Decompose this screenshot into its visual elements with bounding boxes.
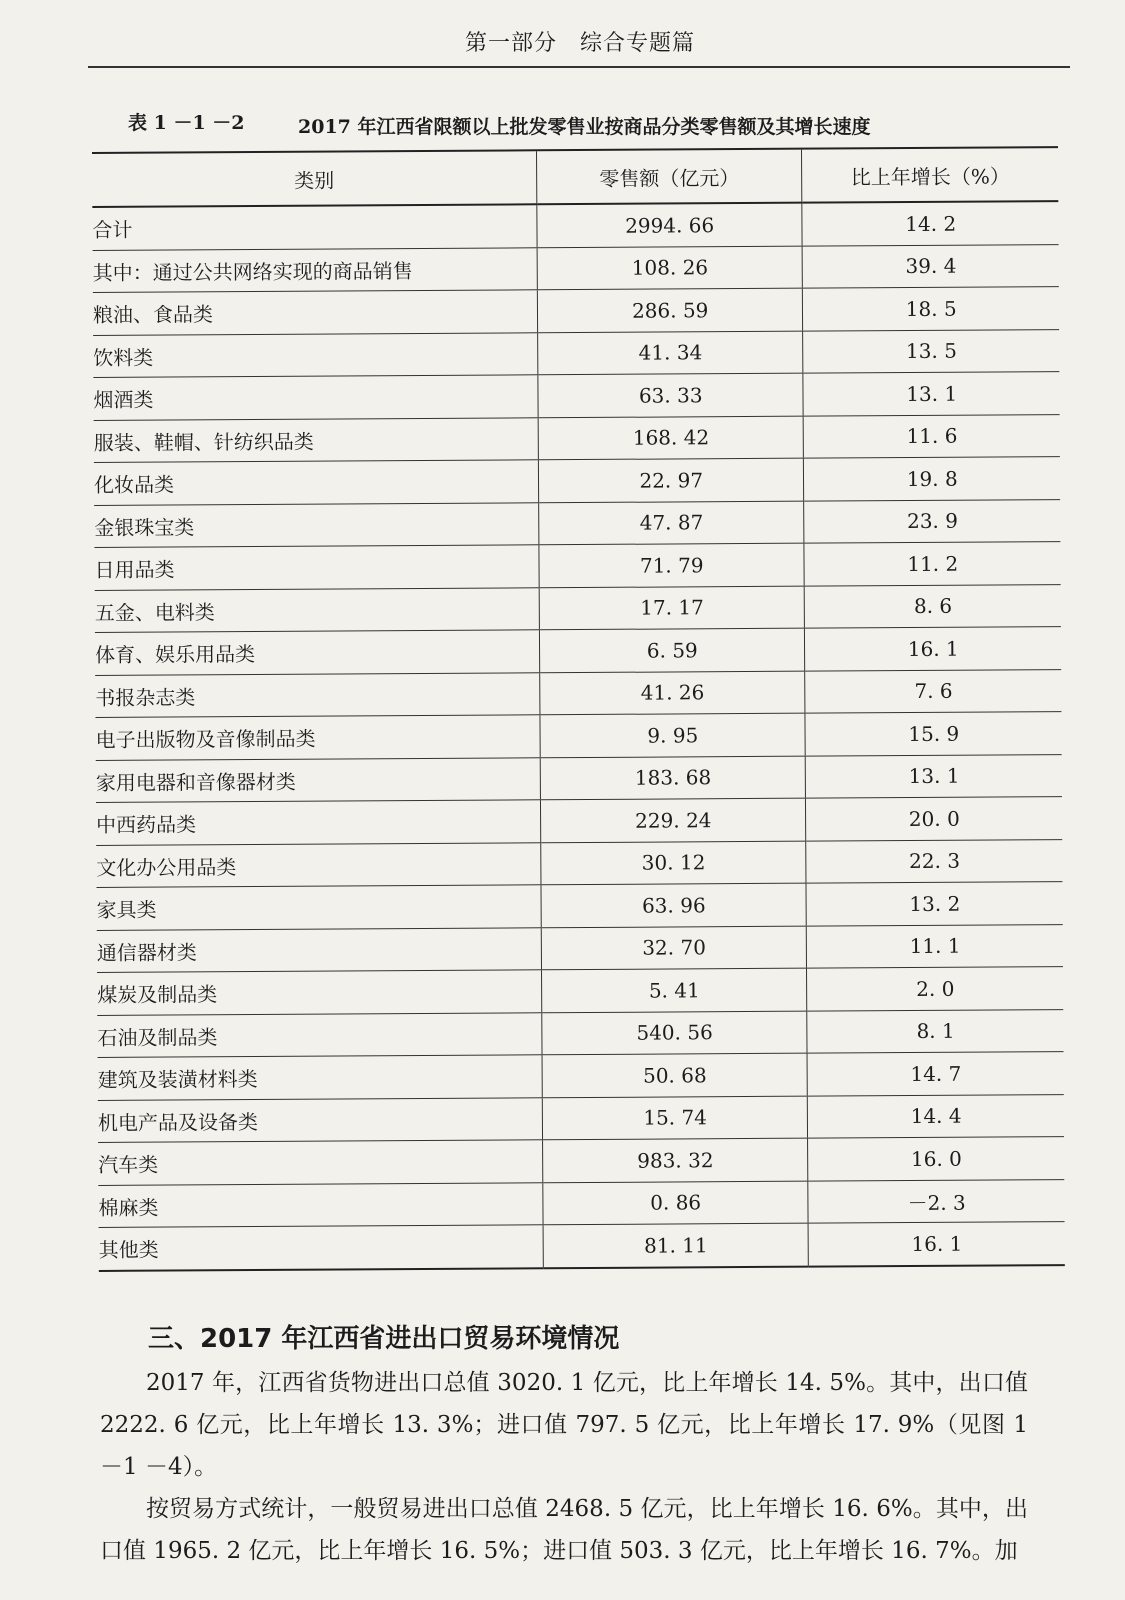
- sales-cell: 32. 70: [541, 926, 807, 970]
- sales-cell: 81. 11: [543, 1223, 809, 1268]
- category-cell: 家用电器和音像器材类: [96, 757, 541, 802]
- growth-cell: 13. 1: [803, 372, 1059, 416]
- sales-cell: 5. 41: [541, 968, 807, 1012]
- growth-cell: 20. 0: [806, 797, 1062, 841]
- growth-cell: 8. 6: [805, 584, 1061, 628]
- sales-cell: 9. 95: [540, 713, 806, 757]
- column-header-growth: 比上年增长（%）: [802, 147, 1058, 203]
- category-cell: 合计: [92, 204, 537, 250]
- growth-cell: 19. 8: [804, 457, 1060, 501]
- category-cell: 汽车类: [98, 1140, 543, 1185]
- table-row: [94, 414, 1060, 462]
- paragraph-trade-mode: 按贸易方式统计，一般贸易进出口总值 2468. 5 亿元，比上年增长 16. 6%。其中，出口值 1965. 2 亿元，比上年增长 16. 5%；进口值 503. 3 亿元，比上年增长 16. 7%。加: [100, 1496, 1028, 1564]
- category-cell: 其他类: [99, 1225, 544, 1271]
- paragraph-trade-total: 2017 年，江西省货物进出口总值 3020. 1 亿元，比上年增长 14. 5%。其中，出口值 2222. 6 亿元，比上年增长 13. 3%；进口值 797. 5 亿元，比上年增长 17. 9%（见图 1 －1 －4）。: [100, 1370, 1028, 1480]
- growth-cell: －2. 3: [808, 1179, 1064, 1223]
- table-header-row: [92, 147, 1058, 207]
- category-cell: 粮油、食品类: [93, 290, 538, 335]
- table-row: [97, 967, 1063, 1015]
- growth-cell: 16. 1: [809, 1222, 1065, 1267]
- table-row: [95, 627, 1061, 675]
- category-cell: 日用品类: [94, 545, 539, 590]
- growth-cell: 16. 0: [808, 1137, 1064, 1181]
- table-body: [92, 201, 1064, 1270]
- sales-cell: 983. 32: [543, 1138, 809, 1182]
- sales-cell: 2994. 66: [537, 203, 803, 248]
- category-cell: 机电产品及设备类: [98, 1097, 543, 1142]
- sales-cell: 63. 96: [541, 883, 807, 927]
- growth-cell: 13. 2: [806, 882, 1062, 926]
- table-number: 表 1 －1 －2: [128, 112, 245, 134]
- sales-cell: 286. 59: [537, 288, 803, 332]
- category-cell: 化妆品类: [94, 460, 539, 505]
- growth-cell: 39. 4: [803, 244, 1059, 288]
- category-cell: 通信器材类: [97, 927, 542, 972]
- sales-cell: 17. 17: [539, 586, 805, 630]
- sales-cell: 540. 56: [542, 1011, 808, 1055]
- growth-cell: 22. 3: [806, 839, 1062, 883]
- table-row: [97, 924, 1063, 972]
- table-row: [94, 542, 1060, 590]
- sales-cell: 0. 86: [543, 1181, 809, 1225]
- growth-cell: 11. 2: [804, 542, 1060, 586]
- category-cell: 煤炭及制品类: [97, 970, 542, 1015]
- sales-cell: 229. 24: [540, 798, 806, 842]
- category-cell: 金银珠宝类: [94, 502, 539, 547]
- table-row: [97, 1009, 1063, 1057]
- table-row: [94, 457, 1060, 505]
- growth-cell: 11. 1: [807, 924, 1063, 968]
- page-header-title: 第一部分 综合专题篇: [464, 31, 695, 56]
- table-row: [98, 1052, 1064, 1100]
- category-cell: 中西药品类: [96, 800, 541, 845]
- table-row: [93, 372, 1059, 420]
- table-row: [95, 712, 1061, 760]
- table-row: [95, 669, 1061, 717]
- section-heading: 三、2017 年江西省进出口贸易环境情况: [148, 1324, 620, 1354]
- growth-cell: 8. 1: [807, 1009, 1063, 1053]
- table-row: [94, 499, 1060, 547]
- category-cell: 体育、娱乐用品类: [95, 630, 540, 675]
- sales-cell: 108. 26: [537, 246, 803, 290]
- table-row: [96, 882, 1062, 930]
- category-cell: 书报杂志类: [95, 672, 540, 717]
- category-cell: 家具类: [96, 885, 541, 930]
- growth-cell: 23. 9: [804, 499, 1060, 543]
- growth-cell: 11. 6: [804, 414, 1060, 458]
- header-divider: [88, 66, 1070, 68]
- table-row: [98, 1094, 1064, 1142]
- category-cell: 服装、鞋帽、针纺织品类: [94, 417, 539, 462]
- growth-cell: 2. 0: [807, 967, 1063, 1011]
- table-row: [98, 1137, 1064, 1185]
- table-row: [96, 754, 1062, 802]
- sales-cell: 41. 26: [540, 671, 806, 715]
- table-row: [93, 244, 1059, 292]
- category-cell: 饮料类: [93, 332, 538, 377]
- column-header-sales: 零售额（亿元）: [536, 149, 802, 205]
- sales-cell: 41. 34: [538, 331, 804, 375]
- sales-cell: 47. 87: [539, 501, 805, 545]
- body-text: [100, 1362, 1028, 1572]
- category-cell: 其中：通过公共网络实现的商品销售: [93, 247, 538, 292]
- growth-cell: 14. 4: [808, 1094, 1064, 1138]
- sales-cell: 168. 42: [538, 416, 804, 460]
- table-row: [98, 1179, 1064, 1227]
- growth-cell: 13. 5: [803, 329, 1059, 373]
- sales-cell: 15. 74: [542, 1096, 808, 1140]
- sales-cell: 71. 79: [539, 543, 805, 587]
- table-row: [99, 1222, 1065, 1271]
- retail-sales-table: [92, 146, 1065, 1271]
- growth-cell: 18. 5: [803, 287, 1059, 331]
- category-cell: 石油及制品类: [97, 1012, 542, 1057]
- table-row: [93, 329, 1059, 377]
- category-cell: 文化办公用品类: [96, 842, 541, 887]
- table-title: 2017 年江西省限额以上批发零售业按商品分类零售额及其增长速度: [298, 116, 871, 138]
- category-cell: 电子出版物及音像制品类: [95, 715, 540, 760]
- category-cell: 建筑及装潢材料类: [98, 1055, 543, 1100]
- table-row: [96, 839, 1062, 887]
- sales-cell: 183. 68: [540, 756, 806, 800]
- growth-cell: 13. 1: [806, 754, 1062, 798]
- table-row: [95, 584, 1061, 632]
- column-header-category: 类别: [92, 150, 537, 207]
- sales-cell: 63. 33: [538, 373, 804, 417]
- table-row: [93, 287, 1059, 335]
- growth-cell: 16. 1: [805, 627, 1061, 671]
- growth-cell: 14. 7: [807, 1052, 1063, 1096]
- sales-cell: 50. 68: [542, 1053, 808, 1097]
- category-cell: 五金、电料类: [95, 587, 540, 632]
- category-cell: 棉麻类: [98, 1182, 543, 1227]
- growth-cell: 7. 6: [805, 669, 1061, 713]
- sales-cell: 30. 12: [541, 841, 807, 885]
- table-row: [92, 201, 1058, 250]
- growth-cell: 14. 2: [802, 201, 1058, 246]
- category-cell: 烟酒类: [93, 375, 538, 420]
- sales-cell: 6. 59: [539, 628, 805, 672]
- table-row: [96, 797, 1062, 845]
- growth-cell: 15. 9: [805, 712, 1061, 756]
- sales-cell: 22. 97: [538, 458, 804, 502]
